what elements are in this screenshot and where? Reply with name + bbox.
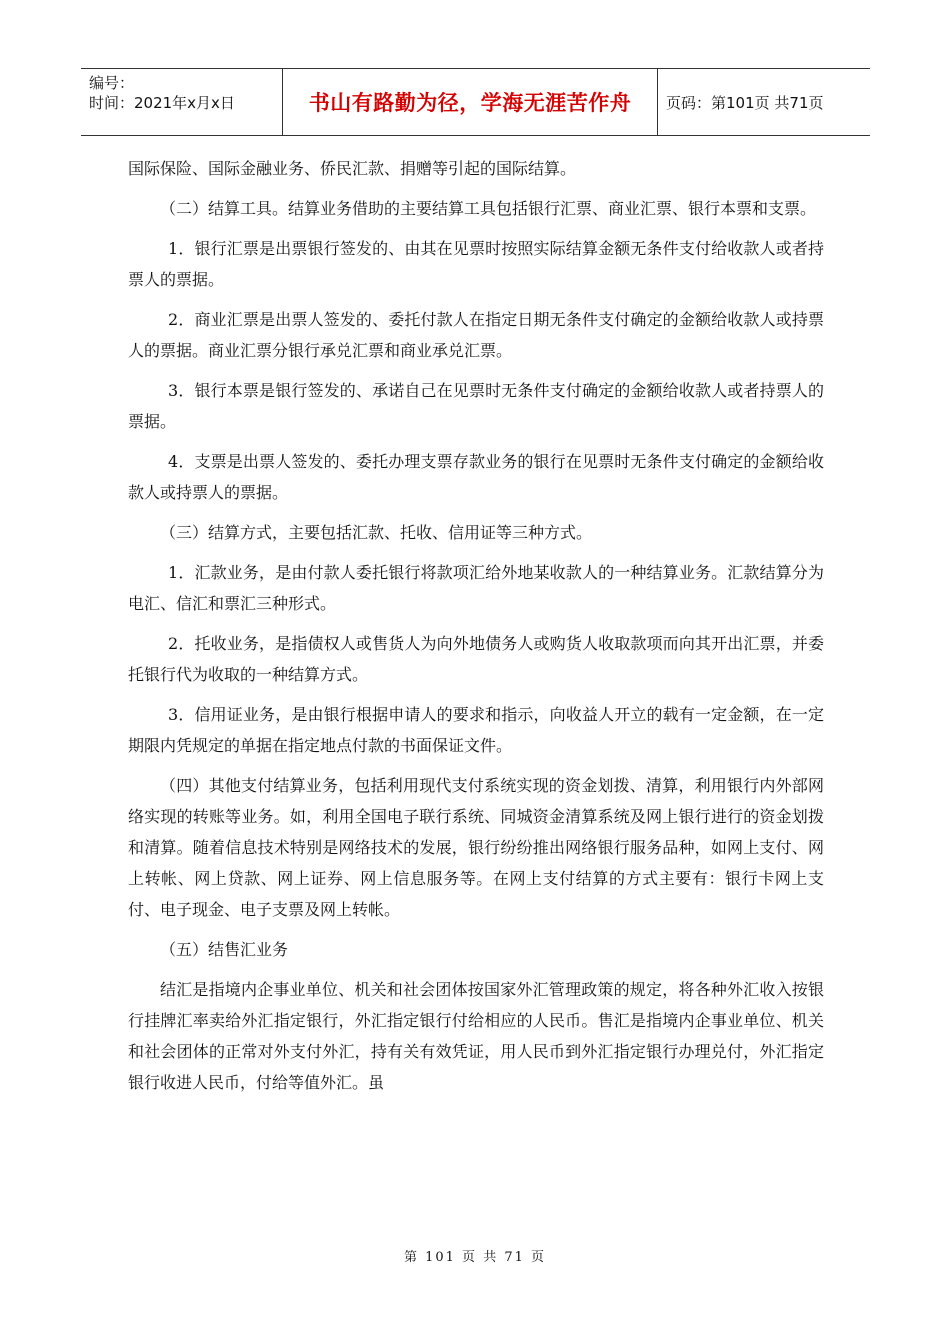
paragraph: 2．商业汇票是出票人签发的、委托付款人在指定日期无条件支付确定的金额给收款人或持票人的票据。商业汇票分银行承兑汇票和商业承兑汇票。 — [128, 310, 824, 360]
header-motto: 书山有路勤为径，学海无涯苦作舟 — [283, 69, 658, 135]
paragraph: 国际保险、国际金融业务、侨民汇款、捐赠等引起的国际结算。 — [128, 159, 577, 178]
paragraph: 3．信用证业务，是由银行根据申请人的要求和指示，向收益人开立的载有一定金额，在一定期限内凭规定的单据在指定地点付款的书面保证文件。 — [128, 705, 824, 755]
code-label: 编号： — [89, 74, 135, 92]
paragraph: （五）结售汇业务 — [160, 940, 289, 959]
time-label: 时间：2021年x月x日 — [89, 94, 235, 112]
header-page-info: 页码：第101页 共71页 — [666, 93, 824, 112]
document-body — [128, 153, 824, 1107]
page-footer: 第 101 页 共 71 页 — [403, 1250, 547, 1265]
paragraph: （二）结算工具。结算业务借助的主要结算工具包括银行汇票、商业汇票、银行本票和支票。 — [160, 199, 817, 218]
paragraph: 1．银行汇票是出票银行签发的、由其在见票时按照实际结算金额无条件支付给收款人或者持票人的票据。 — [128, 239, 824, 289]
header-meta — [81, 69, 283, 135]
paragraph: （三）结算方式，主要包括汇款、托收、信用证等三种方式。 — [160, 523, 593, 542]
paragraph: 2．托收业务，是指债权人或售货人为向外地债务人或购货人收取款项而向其开出汇票，并委托银行代为收取的一种结算方式。 — [128, 634, 824, 684]
paragraph: 4．支票是出票人签发的、委托办理支票存款业务的银行在见票时无条件支付确定的金额给收款人或持票人的票据。 — [128, 452, 824, 502]
paragraph: 结汇是指境内企事业单位、机关和社会团体按国家外汇管理政策的规定，将各种外汇收入按银行挂牌汇率卖给外汇指定银行，外汇指定银行付给相应的人民币。售汇是指境内企事业单位、机关和社会团体的正常对外支付外汇，持有关有效凭证，用人民币到外汇指定银行办理兑付，外汇指定银行收进人民币，付给等值外汇。虽 — [128, 980, 824, 1092]
paragraph: 1．汇款业务，是由付款人委托银行将款项汇给外地某收款人的一种结算业务。汇款结算分为电汇、信汇和票汇三种形式。 — [128, 563, 824, 613]
paragraph: 3．银行本票是银行签发的、承诺自己在见票时无条件支付确定的金额给收款人或者持票人的票据。 — [128, 381, 824, 431]
page-header — [81, 68, 870, 136]
paragraph: （四）其他支付结算业务，包括利用现代支付系统实现的资金划拨、清算，利用银行内外部网络实现的转账等业务。如，利用全国电子联行系统、同城资金清算系统及网上银行进行的资金划拨和清算。随着信息技术特别是网络技术的发展，银行纷纷推出网络银行服务品种，如网上支付、网上转帐、网上贷款、网上证券、网上信息服务等。在网上支付结算的方式主要有：银行卡网上支付、电子现金、电子支票及网上转帐。 — [128, 776, 824, 919]
